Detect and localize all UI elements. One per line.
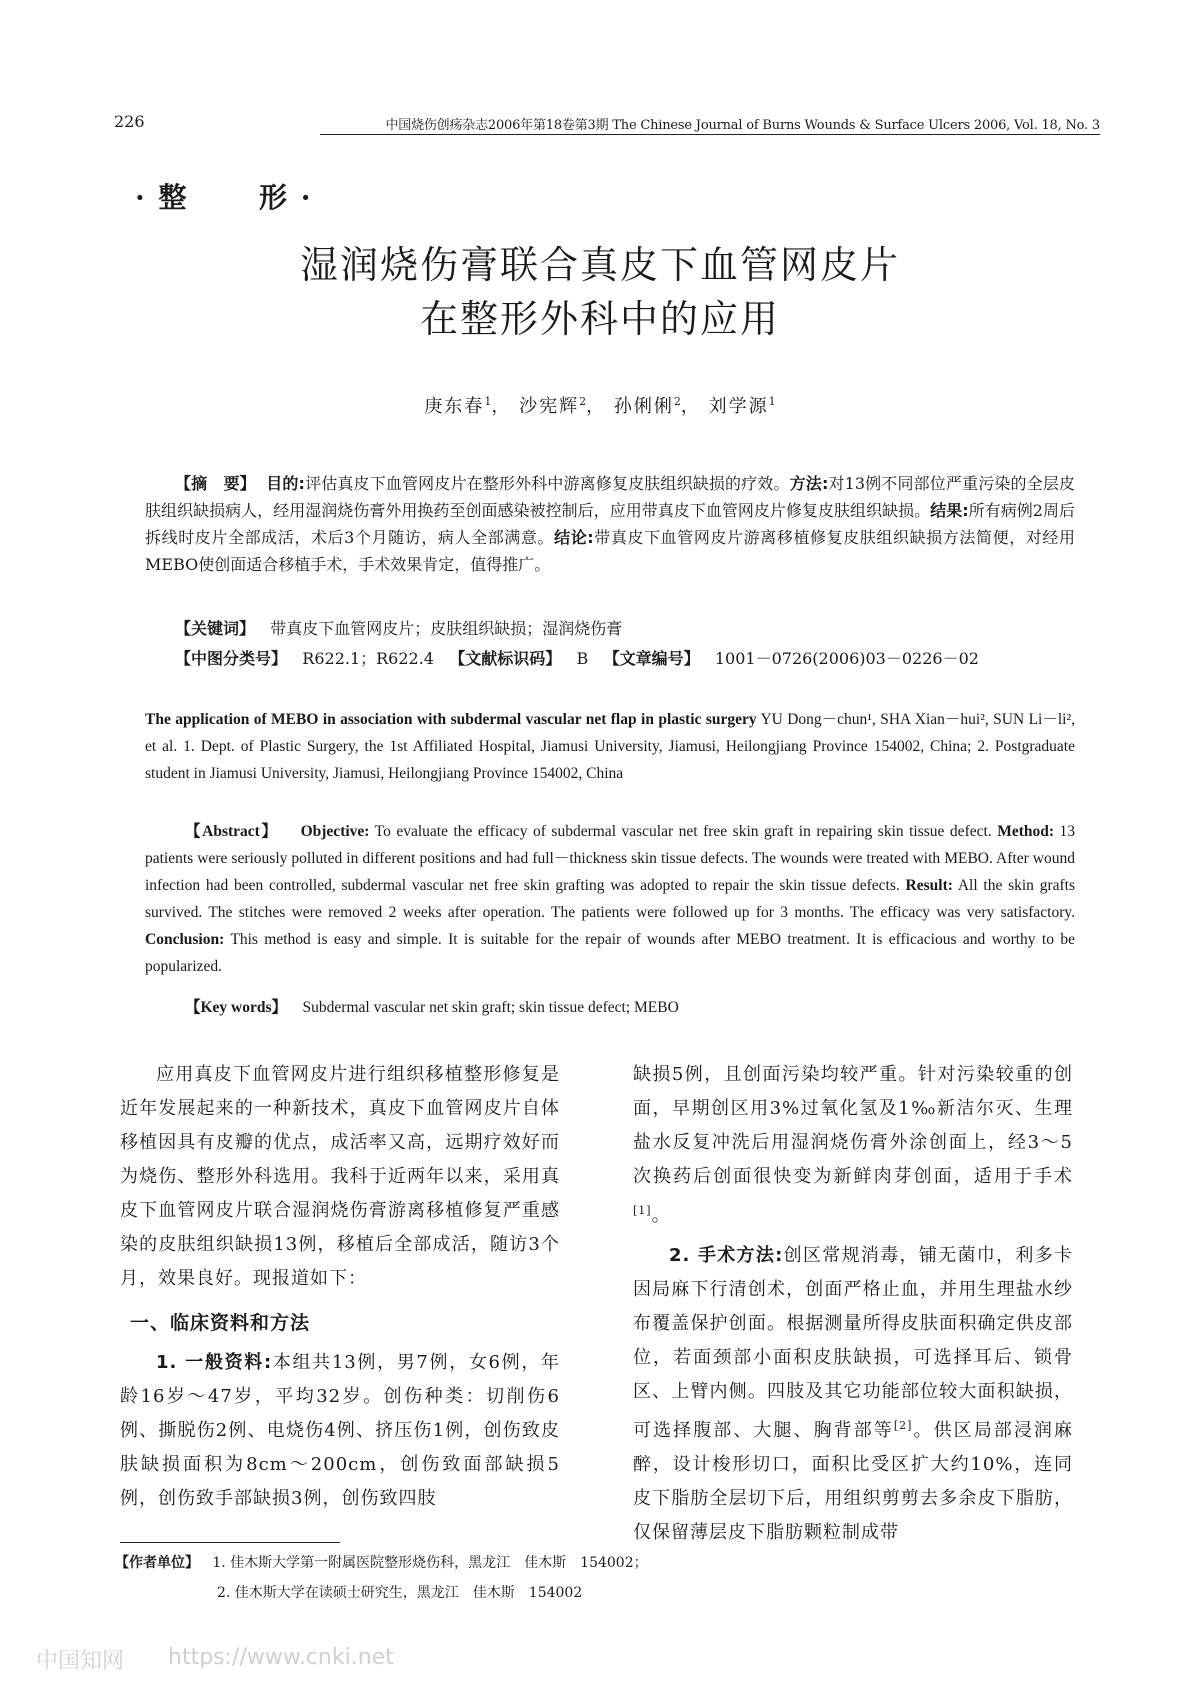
author-affiliation: 2 — [673, 395, 681, 408]
en-result-text: All the skin grafts survived. The stitches were removed 2 weeks after operation. The patients were followed up for 3 months. The efficacy was very satisfactory. — [145, 877, 1075, 921]
method-label: 方法: — [789, 474, 829, 493]
result-text: 所有病例2周后拆线时皮片全部成活，术后3个月随访，病人全部满意。 — [145, 501, 1075, 547]
doc-code-value: B — [576, 649, 589, 668]
chinese-keywords — [175, 616, 1075, 639]
english-title: The application of MEBO in association with subdermal vascular net flap in plastic surgery — [145, 711, 757, 728]
general-data-paragraph — [120, 1346, 560, 1516]
en-objective-label: Objective: — [300, 823, 370, 840]
en-result-label: Result: — [905, 877, 953, 894]
en-method-label: Method: — [997, 823, 1055, 840]
subsection-label: 2. 手术方法: — [669, 1245, 784, 1266]
en-objective-text: To evaluate the efficacy of subdermal vascular net free skin graft in repairing skin tissue defect. — [369, 823, 992, 840]
english-keywords — [185, 994, 1075, 1021]
footnote-line-2: 2. 佳木斯大学在读硕士研究生，黑龙江 佳木斯 154002 — [217, 1585, 583, 1601]
article-title — [0, 238, 1200, 346]
en-keywords-text: Subdermal vascular net skin graft; skin tissue defect; MEBO — [302, 999, 679, 1016]
chinese-abstract — [145, 470, 1075, 578]
objective-text: 评估真皮下血管网皮片在整形外科中游离修复皮肤组织缺损的疗效。 — [304, 474, 790, 493]
cnki-watermark-url: https://www.cnki.net — [168, 1645, 394, 1670]
clc-label: 【中图分类号】 — [175, 649, 288, 668]
page-number: 226 — [114, 112, 145, 131]
surgical-method-paragraph — [633, 1239, 1073, 1550]
author-name: 沙宪辉 — [519, 396, 580, 417]
english-title-block — [145, 706, 1075, 787]
citation-ref: [2] — [893, 1419, 913, 1432]
cnki-watermark-logo: 中国知网 — [36, 1649, 125, 1674]
author-affiliation: 2 — [579, 395, 587, 408]
section-tag: · 整 形 · — [135, 181, 313, 214]
author-list: 庚东春$^1$， 沙宪辉$^2$， 孙俐俐$^2$， 刘学源$^1$ — [424, 395, 776, 417]
english-abstract — [145, 818, 1075, 980]
en-keywords-label: 【Key words】 — [185, 999, 288, 1016]
intro-paragraph: 应用真皮下血管网皮片进行组织移植整形修复是近年发展起来的一种新技术，真皮下血管网皮片自体移植因具有皮瓣的优点，成活率又高，远期疗效好而为烧伤、整形外科选用。我科于近两年以来，采用真皮下血管网皮片联合湿润烧伤膏游离移植修复严重感染的皮肤组织缺损13例，移植后全部成活，随访3个月，效果良好。现报道如下： — [120, 1064, 560, 1289]
running-header: 中国烧伤创疡杂志2006年第18卷第3期 The Chinese Journal of Burns Wounds & Surface Ulcers 2006, Vol. 18, No. 3 — [385, 118, 1100, 133]
author-name: 孙俐俐 — [613, 396, 674, 417]
footnote-rule — [120, 1542, 340, 1543]
subsection-text: 创区常规消毒，铺无菌巾，利多卡因局麻下行清创术，创面严格止血，并用生理盐水纱布覆盖保护创面。根据测量所得皮肤面积确定供皮部位，若面颈部小面积皮肤缺损，可选择耳后、锁骨区、上臂内侧。四肢及其它功能部位较大面积缺损，可选择腹部、大腿、胸背部等 — [633, 1245, 1074, 1441]
continued-text: 缺损5例，且创面污染均较严重。针对污染较重的创面，早期创区用3%过氧化氢及1‰新洁尔灭、生理盐水反复冲洗后用湿润烧伤膏外涂创面上，经3～5次换药后创面很快变为新鲜肉芽创面，适用于手术 — [633, 1064, 1073, 1187]
en-method-text: 13 patients were seriously polluted in different positions and had full－thickness skin tissue defects. The wounds were treated with MEBO. After wound infection had been controlled, subdermal vascular net free skin grafting was adopted to repair the skin tissue defects. — [145, 823, 1076, 894]
section-heading: 一、临床资料和方法 — [130, 1312, 311, 1334]
conclusion-label: 结论: — [554, 528, 594, 547]
author-name: 庚东春 — [424, 396, 485, 417]
author-affiliation: 1 — [768, 395, 776, 408]
conclusion-text: 带真皮下血管网皮片游离移植修复皮肤组织缺损方法简便，对经用MEBO使创面适合移植手术，手术效果肯定，值得推广。 — [145, 528, 1075, 574]
en-abstract-label: 【Abstract】 — [185, 823, 279, 840]
continued-paragraph — [633, 1058, 1073, 1233]
citation-ref: [1] — [633, 1204, 652, 1217]
abstract-label: 【摘 要】 — [175, 474, 256, 493]
footnote-affiliation — [115, 1552, 648, 1572]
body-column-left — [120, 1058, 560, 1516]
header-rule — [320, 134, 1100, 135]
body-column-right — [633, 1058, 1073, 1550]
continued-text-end: 。 — [651, 1205, 671, 1226]
article-no-value: 1001－0726(2006)03－0226－02 — [714, 649, 979, 668]
doc-code-label: 【文献标识码】 — [449, 649, 562, 668]
method-text: 对13例不同部位严重污染的全层皮肤组织缺损病人，经用湿润烧伤膏外用换药至创面感染被控制后，应用带真皮下血管网皮片修复皮肤组织缺损。 — [145, 474, 1075, 520]
footnote-label: 【作者单位】 — [115, 1555, 199, 1571]
classification-line — [175, 646, 1075, 669]
footnote-line-1: 1. 佳木斯大学第一附属医院整形烧伤科，黑龙江 佳木斯 154002； — [212, 1555, 648, 1571]
keywords-text: 带真皮下血管网皮片；皮肤组织缺损；湿润烧伤膏 — [270, 619, 623, 638]
author-name: 刘学源 — [708, 396, 769, 417]
subsection-text-2: 。供区局部浸润麻醉，设计梭形切口，面积比受区扩大约10%，连同皮下脂肪全层切下后，用组织剪剪去多余皮下脂肪，仅保留薄层皮下脂肪颗粒制成带 — [633, 1420, 1074, 1543]
objective-label: 目的: — [266, 474, 305, 493]
subsection-text: 本组共13例，男7例，女6例，年龄16岁～47岁，平均32岁。创伤种类：切削伤6例、撕脱伤2例、电烧伤4例、挤压伤1例，创伤致皮肤缺损面积为8cm～200cm，创伤致面部缺损5例，创伤致手部缺损3例，创伤致四肢 — [120, 1352, 560, 1509]
keywords-label: 【关键词】 — [175, 619, 256, 638]
title-line-2: 在整形外科中的应用 — [419, 297, 780, 341]
article-no-label: 【文章编号】 — [603, 649, 700, 668]
en-conclusion-label: Conclusion: — [145, 931, 225, 948]
result-label: 结果: — [930, 501, 969, 520]
title-line-1: 湿润烧伤膏联合真皮下血管网皮片 — [299, 243, 900, 287]
english-authors-affiliations: YU Dong－chun¹, SHA Xian－hui², SUN Li－li², et al. 1. Dept. of Plastic Surgery, the 1st Affiliated Hospital, Jiamusi University, Jiamusi, Heilongjiang Province 154002, China; 2. Postgraduate student in Jiamusi University, Jiamusi, Heilongjiang Province 154002, China — [145, 711, 1075, 782]
en-conclusion-text: This method is easy and simple. It is suitable for the repair of wounds after MEBO treatment. It is efficacious and worthy to be popularized. — [145, 931, 1075, 975]
subsection-label: 1. 一般资料: — [156, 1352, 273, 1373]
clc-value: R622.1；R622.4 — [302, 649, 434, 668]
author-affiliation: 1 — [484, 395, 492, 408]
